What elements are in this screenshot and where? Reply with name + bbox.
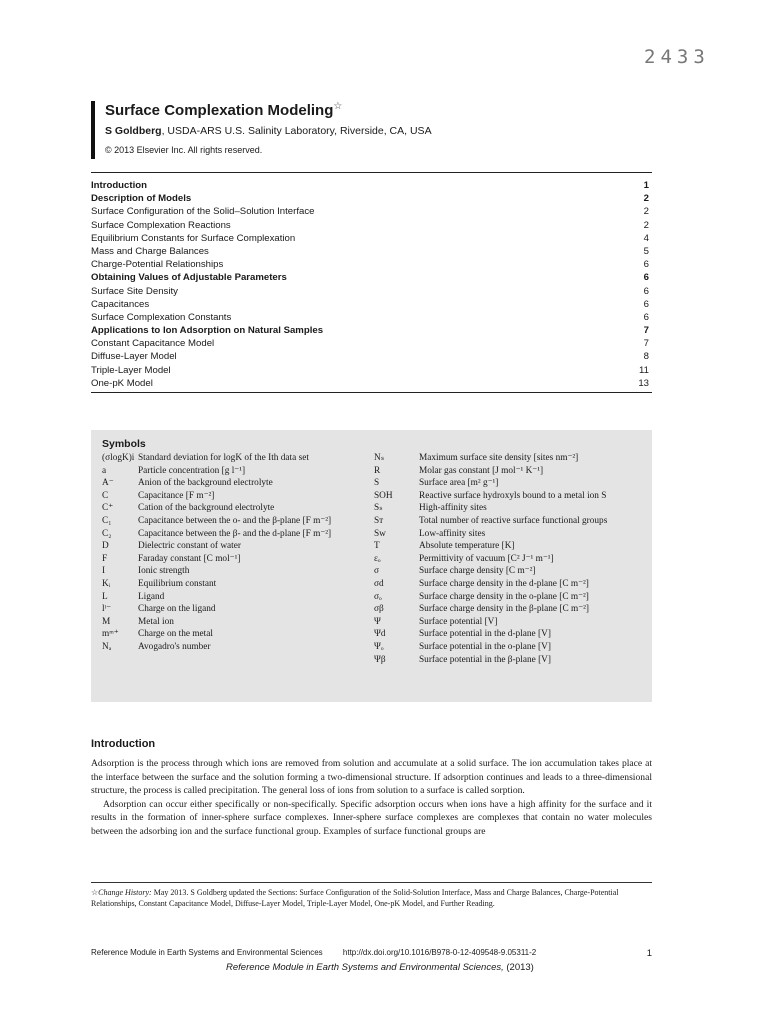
footer-journal: Reference Module in Earth Systems and Environmental Sciences: [91, 948, 323, 957]
toc-entry-label: Description of Models: [91, 193, 192, 205]
symbol-row: [374, 452, 642, 465]
footnote-text: May 2013. S Goldberg updated the Sections: Surface Configuration of the Solid-Solution Interface, Mass and Charge Balances, Charge-Potential Relationships, Constant Capacitance Model, Diffuse-Layer Model, Triple-Layer Model, One-pK Model, and Further Reading.: [91, 888, 619, 908]
toc-entry-label: Mass and Charge Balances: [91, 245, 209, 257]
symbol-row: [374, 641, 642, 654]
symbol-description: Capacitance between the o- and the β-plane [F m⁻²]: [138, 515, 332, 526]
symbol-key: I: [102, 566, 106, 577]
symbol-key: σβ: [374, 604, 384, 615]
symbol-key: a: [102, 465, 107, 476]
symbol-description: Dielectric constant of water: [138, 541, 241, 552]
article-title: [105, 101, 432, 119]
citation-title: Reference Module in Earth Systems and Environmental Sciences,: [226, 962, 504, 973]
symbol-key: D: [102, 541, 109, 552]
toc-entry-page: 13: [638, 377, 649, 389]
symbol-description: Anion of the background electrolyte: [138, 478, 273, 489]
symbol-row: [374, 490, 642, 503]
symbol-row: [374, 578, 642, 591]
toc-entry[interactable]: [91, 205, 652, 218]
symbol-description: Equilibrium constant: [138, 578, 217, 589]
article-header: [91, 101, 432, 159]
symbol-key: Sₛ: [374, 503, 383, 514]
toc-entry[interactable]: [91, 377, 652, 390]
symbol-description: Surface potential in the β-plane [V]: [419, 654, 551, 665]
citation-year: (2013): [503, 962, 534, 973]
handwritten-page-number: 2433: [644, 46, 710, 68]
toc-entry[interactable]: [91, 350, 652, 363]
symbol-description: Capacitance [F m⁻²]: [138, 490, 215, 501]
symbol-key: C: [102, 490, 109, 501]
toc-entry-label: Surface Complexation Constants: [91, 311, 232, 323]
section-heading-introduction: Introduction: [91, 738, 156, 750]
toc-entry-label: Equilibrium Constants for Surface Complexation: [91, 232, 296, 244]
paragraph: Adsorption can occur either specifically or non-specifically. Specific adsorption occurs when ions have a high affinity for the surface and it results in the formation of inner-sphere surface complexes. Inner-sphere surface complexes are complexes that contain no water molecules between the adsorbing ion and the surface functional group. Examples of surface functional groups are: [91, 798, 652, 837]
table-of-contents: [91, 172, 652, 393]
symbol-row: [102, 477, 370, 490]
symbol-row: [102, 515, 370, 528]
symbol-description: Maximum surface site density [sites nm⁻²]: [419, 453, 579, 463]
symbol-row: [374, 528, 642, 541]
toc-entry-label: Triple-Layer Model: [91, 364, 171, 376]
introduction-body: [91, 757, 652, 838]
symbol-key: σₒ: [374, 591, 382, 602]
toc-entry-page: 6: [643, 285, 649, 297]
toc-entry-page: 6: [643, 272, 649, 284]
toc-entry-page: 1: [643, 180, 649, 191]
symbol-key: Kᵢ: [102, 578, 111, 589]
symbol-key: A⁻: [102, 478, 114, 489]
symbol-description: Surface potential [V]: [419, 616, 498, 627]
toc-entry-label: Applications to Ion Adsorption on Natural Samples: [91, 325, 324, 337]
toc-entry[interactable]: [91, 311, 652, 324]
symbol-row: [102, 540, 370, 553]
symbol-key: mᵐ⁺: [102, 629, 119, 640]
symbol-row: [102, 553, 370, 566]
symbol-description: Cation of the background electrolyte: [138, 503, 275, 514]
symbol-description: Permittivity of vacuum [C² J⁻¹ m⁻¹]: [419, 553, 554, 564]
symbol-description: Ionic strength: [138, 566, 190, 577]
symbol-description: Low-affinity sites: [419, 528, 486, 539]
symbol-description: Surface potential in the d-plane [V]: [419, 629, 551, 640]
title-footnote-mark[interactable]: ☆: [333, 101, 343, 112]
toc-entry[interactable]: [91, 258, 652, 271]
toc-entry-label: Obtaining Values of Adjustable Parameters: [91, 272, 287, 284]
toc-entry-label: Introduction: [91, 180, 147, 191]
symbol-description: Surface charge density in the β-plane [C m⁻²]: [419, 604, 589, 615]
toc-entry-page: 4: [643, 232, 649, 244]
symbols-glossary: [91, 430, 652, 702]
symbol-key: S: [374, 478, 380, 489]
symbol-key: Nₛ: [374, 453, 385, 463]
citation-line: [226, 962, 534, 973]
symbol-row: [102, 641, 370, 654]
symbol-key: Ψ: [374, 616, 381, 627]
symbol-key: σ: [374, 566, 380, 577]
toc-entry-label: Charge-Potential Relationships: [91, 259, 224, 271]
symbol-description: Charge on the ligand: [138, 604, 216, 615]
footer-page-number: 1: [646, 948, 652, 959]
symbol-row: [102, 452, 370, 465]
toc-entry[interactable]: [91, 271, 652, 284]
author-affiliation: , USDA-ARS U.S. Salinity Laboratory, Riverside, CA, USA: [161, 125, 432, 137]
symbol-row: [374, 540, 642, 553]
symbol-key: L: [102, 591, 108, 602]
toc-entry-page: 2: [643, 193, 649, 205]
symbol-description: Surface potential in the o-plane [V]: [419, 641, 551, 652]
symbol-key: Ψβ: [374, 654, 386, 665]
symbol-description: Capacitance between the β- and the d-plane [F m⁻²]: [138, 528, 332, 539]
toc-entry-label: Capacitances: [91, 298, 150, 310]
toc-entry[interactable]: [91, 364, 652, 377]
footer-doi-link[interactable]: http://dx.doi.org/10.1016/B978-0-12-409548-9.05311-2: [342, 948, 537, 957]
symbol-row: [102, 465, 370, 478]
symbol-key: Ψₒ: [374, 641, 384, 652]
toc-entry[interactable]: [91, 324, 652, 337]
footnote-label: Change History:: [98, 888, 152, 897]
symbol-description: Charge on the metal: [138, 629, 213, 640]
toc-entry[interactable]: [91, 298, 652, 311]
symbol-key: Sᴡ: [374, 528, 386, 539]
toc-entry[interactable]: [91, 192, 652, 205]
symbol-row: [102, 502, 370, 515]
author-line: [105, 125, 432, 137]
symbol-row: [102, 565, 370, 578]
symbol-row: [374, 477, 642, 490]
toc-entry-label: One-pK Model: [91, 377, 153, 389]
toc-entry-page: 6: [643, 259, 649, 271]
toc-entry-page: 7: [643, 338, 649, 350]
toc-entry[interactable]: [91, 245, 652, 258]
title-text: Surface Complexation Modeling: [105, 102, 334, 119]
symbol-description: Total number of reactive surface functional groups: [419, 515, 608, 526]
symbol-row: [102, 616, 370, 629]
symbol-key: εₒ: [374, 553, 381, 564]
symbol-description: Molar gas constant [J mol⁻¹ K⁻¹]: [419, 465, 544, 476]
symbol-row: [374, 515, 642, 528]
symbol-row: [102, 591, 370, 604]
footnote: [91, 887, 652, 909]
symbol-description: Surface charge density in the d-plane [C m⁻²]: [419, 578, 589, 589]
toc-entry-page: 6: [643, 311, 649, 323]
paragraph: Adsorption is the process through which ions are removed from solution and accumulate at a solid surface. The ion accumulation takes place at the interface between the surface and the solution forming a two-dimensional structure. If adsorption continues and leads to a three-dimensional structure, the process is called precipitation. The general loss of ions from solution to a surface is called sorption.: [91, 758, 652, 796]
symbol-key: C₁: [102, 515, 112, 526]
toc-entry-label: Constant Capacitance Model: [91, 338, 215, 350]
symbol-row: [102, 490, 370, 503]
page-footer: [91, 948, 652, 959]
symbol-description: Surface area [m² g⁻¹]: [419, 478, 499, 489]
symbol-key: lˡ⁻: [102, 604, 112, 615]
symbol-key: σd: [374, 578, 384, 589]
symbol-description: Surface charge density [C m⁻²]: [419, 566, 536, 577]
toc-entry-label: Surface Site Density: [91, 285, 178, 297]
symbol-row: [102, 628, 370, 641]
symbols-left-column: [102, 452, 370, 666]
symbol-key: Nₐ: [102, 641, 112, 652]
toc-entry-label: Surface Complexation Reactions: [91, 219, 231, 231]
symbol-key: M: [102, 616, 111, 627]
symbol-row: [374, 553, 642, 566]
symbol-description: Standard deviation for logK of the Ith data set: [138, 453, 309, 463]
symbol-row: [374, 465, 642, 478]
symbol-row: [102, 528, 370, 541]
symbol-row: [374, 565, 642, 578]
toc-entry[interactable]: [91, 219, 652, 232]
toc-entry-page: 2: [643, 219, 649, 231]
symbol-key: C₂: [102, 528, 112, 539]
symbol-description: Metal ion: [138, 616, 174, 627]
toc-entry[interactable]: [91, 285, 652, 298]
symbol-description: High-affinity sites: [419, 503, 487, 514]
toc-entry-page: 11: [639, 364, 649, 376]
toc-entry[interactable]: [91, 179, 652, 192]
symbol-row: [102, 603, 370, 616]
symbol-row: [374, 628, 642, 641]
author-name: S Goldberg: [105, 125, 162, 137]
symbol-description: Surface charge density in the o-plane [C m⁻²]: [419, 591, 589, 602]
symbol-row: [374, 616, 642, 629]
symbol-row: [374, 502, 642, 515]
toc-entry-page: 2: [643, 206, 649, 218]
symbol-row: [374, 654, 642, 667]
symbol-key: C⁺: [102, 503, 114, 514]
symbol-description: Avogadro's number: [138, 641, 211, 652]
footnote-divider: [91, 882, 652, 883]
symbol-row: [374, 603, 642, 616]
copyright-notice: © 2013 Elsevier Inc. All rights reserved.: [105, 145, 263, 155]
symbol-description: Ligand: [138, 591, 165, 602]
symbol-key: T: [374, 541, 380, 552]
toc-entry-page: 5: [643, 245, 649, 257]
symbol-key: (σlogK)i: [102, 453, 135, 463]
symbol-key: F: [102, 553, 108, 564]
toc-entry-page: 7: [643, 325, 649, 337]
symbol-description: Absolute temperature [K]: [419, 541, 515, 552]
symbol-description: Particle concentration [g l⁻¹]: [138, 465, 246, 476]
toc-entry[interactable]: [91, 232, 652, 245]
symbol-key: Sᴛ: [374, 515, 384, 526]
toc-entry-page: 6: [643, 298, 649, 310]
toc-entry[interactable]: [91, 337, 652, 350]
footnote-mark: ☆: [91, 888, 99, 897]
toc-entry-label: Diffuse-Layer Model: [91, 351, 177, 363]
symbol-key: Ψd: [374, 629, 386, 640]
symbol-row: [102, 578, 370, 591]
symbol-row: [374, 591, 642, 604]
toc-entry-label: Surface Configuration of the Solid–Solution Interface: [91, 206, 315, 218]
symbol-key: R: [374, 465, 381, 476]
symbol-description: Reactive surface hydroxyls bound to a metal ion S: [419, 490, 607, 501]
symbol-description: Faraday constant [C mol⁻¹]: [138, 553, 241, 564]
toc-entry-page: 8: [643, 351, 649, 363]
symbol-key: SOH: [374, 490, 393, 501]
symbols-right-column: [374, 452, 642, 666]
symbols-heading: Symbols: [102, 438, 146, 450]
